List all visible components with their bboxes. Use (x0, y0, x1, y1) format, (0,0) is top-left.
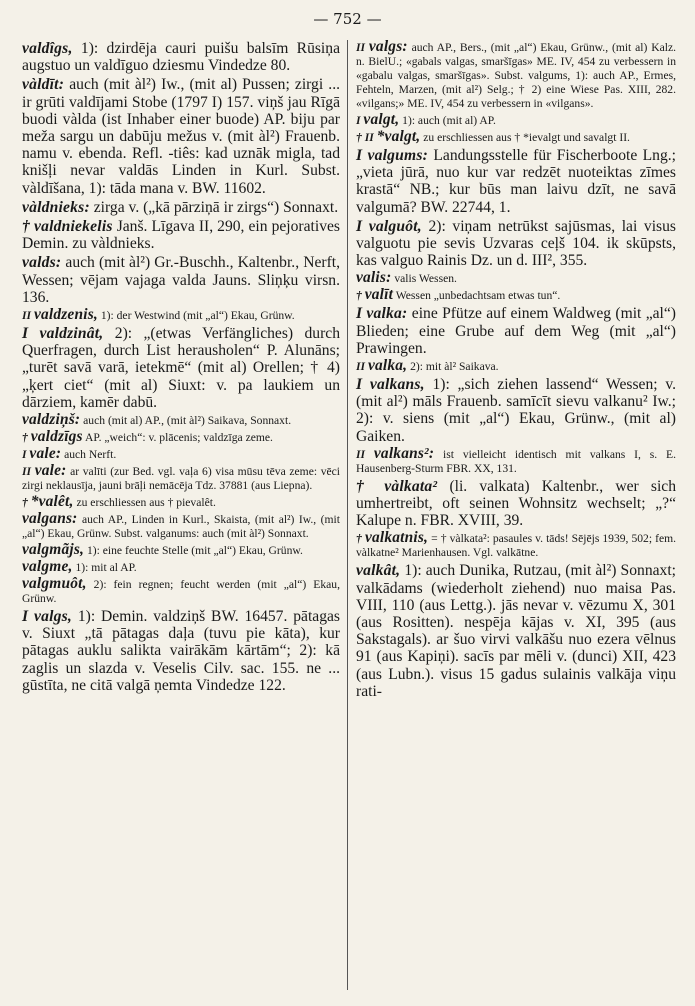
headword: valis: (356, 269, 392, 287)
dictionary-entry (356, 271, 676, 286)
entry-text: auch (mit àl²) Iw., (mit al) Pussen; zirgi ... ir grūti valdījami Stobe (1797 I) 157. viņš jau Rīgā buodi vàlda (ist Inhaber einer buode) AP. biju par meža sargu un dabūju mežus v. (mit àl²) Frauenb. namu v. ebenda. Refl. -tiês: kad uznāk migla, tad knišļi nevar valdās Linden in Kurl. Subst. vàldīšana, 1): tāda mana v. BW. 11602. (22, 76, 340, 197)
dictionary-entry (356, 40, 676, 111)
headword: vale: (34, 462, 67, 480)
entry-text: zu erschliessen aus † pievalêt. (76, 496, 216, 510)
entry-mark: II (22, 465, 32, 479)
headword: valgmuôt, (22, 575, 87, 593)
entry-mark: I (356, 114, 361, 127)
entry-text: Wessen „unbedachtsam etwas tun“. (395, 289, 561, 303)
dictionary-entry (356, 130, 676, 145)
headword: valgs, (33, 608, 72, 626)
entry-text: 1): dzirdēja cauri puišu balsīm Rūsiņa augstuo un valdīguo dziesmu Vindedze 80. (22, 40, 340, 75)
entry-text: 2): „(etwas Verfängliches) durch Querfragen, durch List herausholen“ P. Alunāns; „turēt savā varā, ietekmē“ (mit al) Orellen; † 4) „ķert ciet“ (mit al) Siuxt: v. pa laukiem un dārziem, kamēr dabū. (22, 325, 340, 411)
entry-mark: † (356, 289, 362, 303)
entry-text: zu erschliessen aus † *ievalgt und savalgt II. (423, 131, 630, 144)
headword: valgmãjs, (22, 541, 85, 559)
entry-mark: † (22, 431, 28, 445)
entry-text: 1): „sich ziehen lassend“ Wessen; v. (mit al²) māls Frauenb. samīcīt sievu valkanu² Iw.; 2): v. siens (mit „al“) Ekau, Grünw., (mit al) Gaiken. (356, 376, 677, 445)
entry-text: 1): auch (mit al) AP. (402, 114, 496, 127)
dictionary-entry (356, 531, 676, 560)
entry-mark: I (22, 608, 29, 626)
right-column (356, 40, 676, 702)
headword: valka, (367, 357, 408, 375)
dictionary-entry (356, 562, 676, 700)
entry-text: eine Pfütze auf einem Waldweg (mit „al“) Blieden; eine Grube auf dem Weg (mit „al“) Prawingen. (356, 305, 676, 357)
dictionary-entry (356, 444, 676, 476)
headword: valgme, (22, 558, 73, 576)
headword: *valêt, (30, 493, 74, 511)
entry-mark: I (356, 147, 363, 164)
headword: vàlkata² (384, 477, 438, 495)
headword: valdîgs, (22, 40, 73, 57)
entry-text: 1): Demin. valdziņš BW. 16457. pātagas v. Siuxt „tā pātagas daļa (tuvu pie kāta), kur pātagas auklu salikta vairākām kārtām“; 2): kā zaglis un slazda v. Veselis Cilv. sac. 155. ne ... gūstīta, ne citā valgā ņemta Vindedze 122. (22, 608, 341, 694)
headword: vàldīt: (22, 76, 65, 94)
dictionary-entry (22, 543, 340, 558)
headword: valīt (364, 286, 394, 304)
dictionary-entry (356, 113, 676, 128)
headword: valdniekelis (34, 218, 113, 236)
headword: valgt, (363, 111, 400, 128)
dictionary-entry (22, 430, 340, 445)
left-column (22, 40, 340, 696)
entry-mark: I (22, 448, 27, 462)
entry-text: valis Wessen. (394, 272, 457, 286)
entry-text: 2): viņam netrūkst sajūsmas, lai visus valguotu pie sevis Uzvaras ceļš 104. ik skūpsts, kas valguo Rainis Dz. un d. III², 355. (356, 217, 676, 270)
headword: valdziņš: (22, 411, 81, 429)
entry-text: (li. valkata) Kaltenbr., wer sich umhertreibt, oft seinen Wohnsitz wechselt; „?“ Kalupe n. FBR. XVIII, 39. (356, 477, 676, 530)
entry-mark: II (356, 447, 366, 461)
headword: valdzenis, (33, 306, 98, 324)
entry-text: Janš. Līgava II, 290, ein pejoratives Demin. zu vàldnieks. (22, 218, 340, 253)
entry-mark: † (356, 477, 373, 495)
entry-mark: † II (356, 131, 374, 144)
entry-text: 1): eine feuchte Stelle (mit „al“) Ekau, Grünw. (86, 544, 303, 558)
headword: valkât, (356, 562, 401, 580)
entry-text: 1): der Westwind (mit „al“) Ekau, Grünw. (100, 309, 295, 323)
dictionary-entry (22, 560, 340, 575)
entry-text: auch AP., Bers., (mit „al“) Ekau, Grünw., (mit al) Kalz. n. BielU.; «gabals valgas, smaršīgas» ME. IV, 454 zu verbessern in «gabalu valgas, smaršīgas». Subst. valgums, 1): auch AP., Ermes, Fehteln, Marzen, (mit al²) Selg.; † 2) eine Wiese Pas. XIII, 282. «vilgans;» ME. IV, 454 zu verbessern in «vilgans». (356, 41, 676, 110)
dictionary-entry (22, 254, 340, 306)
entry-text: 2): mit àl² Saikava. (410, 360, 499, 374)
entry-mark: † (22, 496, 28, 510)
column-divider (347, 40, 348, 990)
entry-text: auch AP., Linden in Kurl., Skaista, (mit al²) Iw., (mit „al“) Ekau, Grünw. Subst. valganums: auch (mit àl²) Sonnaxt. (22, 513, 340, 541)
entry-text: ar valīti (zur Bed. vgl. vaļa 6) visa mūsu tēva zeme: vēci zirgi neklausīja, jauni brāļi nemācēja Tdz. 37881 (aus Liepna). (22, 465, 341, 493)
dictionary-entry (356, 288, 676, 303)
dictionary-entry (356, 376, 676, 445)
entry-text: 2): fein regnen; feucht werden (mit „al“) Ekau, Grünw. (22, 578, 341, 606)
entry-text: 1): mit al AP. (75, 561, 137, 575)
headword: valgums: (367, 147, 428, 164)
entry-text: = † vàlkata²: pasaules v. tāds! Sējējs 1939, 502; fem. vàlkatne² Marienhausen. Vgl. valkātne. (356, 532, 677, 560)
dictionary-entry (22, 218, 340, 252)
page-number: — 752 — (313, 10, 382, 28)
entry-mark: I (356, 376, 363, 394)
dictionary-entry (356, 305, 676, 357)
dictionary-entry (22, 495, 340, 510)
entry-mark: II (22, 309, 32, 323)
headword: valkans²: (373, 444, 435, 462)
entry-mark: I (356, 217, 363, 235)
headword: vàldnieks: (22, 198, 90, 216)
headword: valkans, (369, 376, 425, 394)
dictionary-entry (22, 76, 340, 196)
entry-mark: I (22, 325, 29, 343)
dictionary-entry (22, 413, 340, 428)
headword: vale: (29, 445, 62, 463)
entry-text: auch (mit àl²) Gr.-Buschh., Kaltenbr., Nerft, Wessen; vējam vajaga valda Jauns. Sliņķu virsn. 136. (22, 254, 341, 306)
headword: valka: (366, 305, 408, 323)
headword: valkatnis, (364, 529, 429, 547)
dictionary-entry (22, 447, 340, 462)
dictionary-entry (22, 577, 340, 606)
headword: valgs: (368, 38, 408, 55)
entry-mark: † (356, 532, 362, 546)
entry-text: AP. „weich“: v. plācenis; valdzīga zeme. (85, 431, 273, 445)
entry-text: ist vielleicht identisch mit valkans I, s. E. Hausenberg-Sturm FBR. XX, 131. (356, 447, 676, 475)
dictionary-entry (22, 199, 340, 216)
entry-mark: II (356, 360, 366, 374)
dictionary-entry (356, 147, 676, 216)
dictionary-entry (22, 608, 340, 694)
entry-text: Landungsstelle für Fischerboote Lng.; „vieta jūrā, nuo kur var redzēt nuoteiktas zīmes krastā“ NB.; kur būs man laivu dzīt, ne savā valgumā? BW. 22744, 1. (356, 147, 677, 216)
headword: valguôt, (368, 217, 422, 235)
headword: valgans: (22, 510, 78, 528)
dictionary-entry (22, 325, 340, 411)
entry-text: 1): auch Dunika, Rutzau, (mit àl²) Sonnaxt; valkādams (wiederholt ziehend) nuo maisa Pas. VIII, 110 (aus Lettg.). jās nevar v. vēzumu X, 301 (aus Rositten). nespēja kājas v. XI, 395 (aus Sakstagals). ar šuo virvi valkāšu nuo ezera vēlnus 91 (aus Kapiņi). sacīs par mēli v. (dunci) XII, 423 (aus Lubn.). visus 15 gadus sulainis valkāja viņu rati- (356, 562, 676, 700)
headword: valds: (22, 254, 62, 272)
entry-text: auch Nerft. (64, 448, 117, 462)
dictionary-entry (356, 218, 676, 270)
dictionary-entry (22, 308, 340, 323)
headword: *valgt, (376, 128, 421, 145)
dictionary-entry (22, 512, 340, 541)
headword: valdzīgs (30, 428, 83, 446)
entry-mark: II (356, 41, 366, 54)
dictionary-entry (22, 40, 340, 74)
dictionary-entry (356, 359, 676, 374)
headword: valdzinât, (39, 325, 104, 343)
entry-text: auch (mit al) AP., (mit àl²) Saikava, Sonnaxt. (83, 414, 292, 428)
entry-text: zirga v. („kā pārziņā ir zirgs“) Sonnaxt. (93, 198, 339, 216)
dictionary-entry (22, 464, 340, 493)
entry-mark: † (22, 218, 30, 236)
entry-mark: I (356, 305, 363, 323)
dictionary-entry (356, 478, 676, 530)
